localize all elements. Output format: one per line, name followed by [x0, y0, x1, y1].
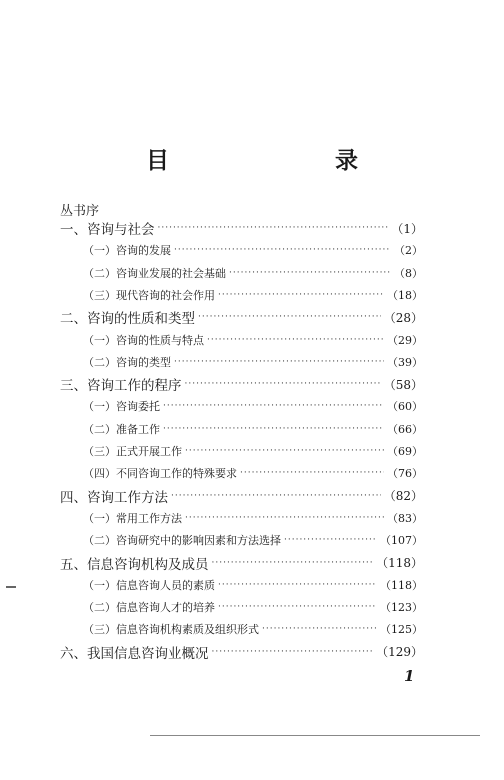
toc-section-entry — [83, 240, 423, 260]
toc-chapter-entry — [60, 642, 423, 662]
toc-section-entry — [83, 396, 423, 416]
toc-chapter-entry — [60, 218, 423, 238]
toc-entry-title: （三）现代咨询的社会作用 — [83, 288, 215, 302]
toc-entry-page: （83） — [387, 511, 423, 525]
toc-chapter-entry — [60, 553, 423, 573]
page-title: 目 录 — [146, 148, 398, 174]
toc-leader-dots — [163, 401, 384, 411]
toc-entry-page: （129） — [376, 645, 423, 660]
toc-entry-page: （39） — [387, 355, 423, 369]
toc-leader-dots — [240, 468, 384, 478]
toc-entry-page: （82） — [383, 489, 423, 504]
toc-leader-dots — [212, 558, 374, 568]
toc-leader-dots — [229, 268, 391, 278]
toc-entry-title: （二）咨询研究中的影响因素和方法选择 — [83, 534, 281, 548]
toc-chapter-entry — [60, 374, 423, 394]
toc-entry-title: （二）咨询业发展的社会基础 — [83, 266, 226, 280]
scan-mark — [6, 586, 16, 588]
toc-leader-dots — [218, 580, 377, 590]
toc-leader-dots — [262, 624, 377, 634]
toc-entry-title: （二）咨询的类型 — [83, 355, 171, 369]
toc-leader-dots — [185, 379, 381, 389]
bottom-rule — [150, 735, 480, 736]
toc-leader-dots — [163, 424, 384, 434]
toc-section-entry — [83, 263, 423, 283]
toc-section-entry — [83, 530, 423, 550]
toc-entry-page: （69） — [387, 445, 423, 458]
toc-section-entry — [83, 575, 423, 595]
toc-entry-page: （118） — [376, 556, 423, 570]
toc-entry-page: （107） — [380, 534, 423, 548]
toc-entry-title: （一）常用工作方法 — [83, 511, 182, 525]
toc-entry-title: （一）咨询委托 — [83, 400, 160, 414]
toc-leader-dots — [207, 335, 384, 345]
toc-entry-title: （四）不同咨询工作的特殊要求 — [83, 467, 237, 481]
toc-entry-title: （一）咨询的性质与特点 — [83, 333, 204, 347]
toc-section-entry — [83, 330, 423, 350]
toc-leader-dots — [185, 513, 384, 523]
toc-entry-page: （28） — [383, 310, 423, 325]
toc-entry-title: 三、咨询工作的程序 — [60, 378, 182, 395]
toc-chapter-entry — [60, 307, 423, 327]
page-number: 1 — [404, 667, 415, 685]
toc-entry-page: （60） — [387, 400, 423, 414]
toc-leader-dots — [284, 535, 377, 545]
toc-leader-dots — [174, 357, 384, 367]
toc-entry-page: （118） — [380, 578, 423, 592]
toc-entry-page: （125） — [380, 623, 423, 637]
toc-section-entry — [83, 463, 423, 483]
toc-entry-page: （29） — [387, 333, 423, 347]
toc-entry-page: （1） — [391, 221, 423, 236]
toc-leader-dots — [218, 290, 384, 300]
toc-entry-page: （123） — [380, 601, 423, 615]
toc-leader-dots — [218, 602, 377, 612]
toc-entry-page: （66） — [387, 422, 423, 436]
toc-entry-title: 四、咨询工作方法 — [60, 489, 168, 506]
toc-entry-title: （二）准备工作 — [83, 422, 160, 436]
toc-entry-title: 六、我国信息咨询业概况 — [60, 645, 209, 662]
toc-leader-dots — [171, 491, 381, 501]
toc-leader-dots — [212, 647, 374, 657]
toc-chapter-entry — [60, 486, 423, 506]
toc-entry-title: （三）信息咨询机构素质及组织形式 — [83, 623, 259, 637]
toc-entry-title: 二、咨询的性质和类型 — [60, 311, 195, 328]
toc-leader-dots — [174, 245, 391, 255]
toc-entry-page: （2） — [394, 244, 423, 258]
toc-leader-dots — [185, 446, 384, 456]
toc-entry-page: （18） — [387, 288, 423, 302]
toc-entry-page: （58） — [383, 377, 423, 392]
toc-leader-dots — [198, 312, 381, 322]
toc-section-entry — [83, 619, 423, 639]
toc-entry-title: （一）咨询的发展 — [83, 244, 171, 258]
toc-section-entry — [83, 352, 423, 372]
series-preface-entry: 丛书序 — [60, 204, 100, 219]
toc-entry-page: （8） — [394, 266, 423, 280]
toc-entry-title: （三）正式开展工作 — [83, 445, 182, 458]
toc-section-entry — [83, 441, 423, 461]
toc-section-entry — [83, 285, 423, 305]
toc-entry-page: （76） — [387, 467, 423, 481]
toc-entry-title: 一、咨询与社会 — [60, 222, 155, 238]
toc-entry-title: （二）信息咨询人才的培养 — [83, 601, 215, 615]
toc-section-entry — [83, 597, 423, 617]
toc-section-entry — [83, 508, 423, 528]
toc-section-entry — [83, 419, 423, 439]
toc-entry-title: （一）信息咨询人员的素质 — [83, 578, 215, 592]
toc-leader-dots — [158, 223, 389, 233]
toc-entry-title: 五、信息咨询机构及成员 — [60, 556, 209, 573]
